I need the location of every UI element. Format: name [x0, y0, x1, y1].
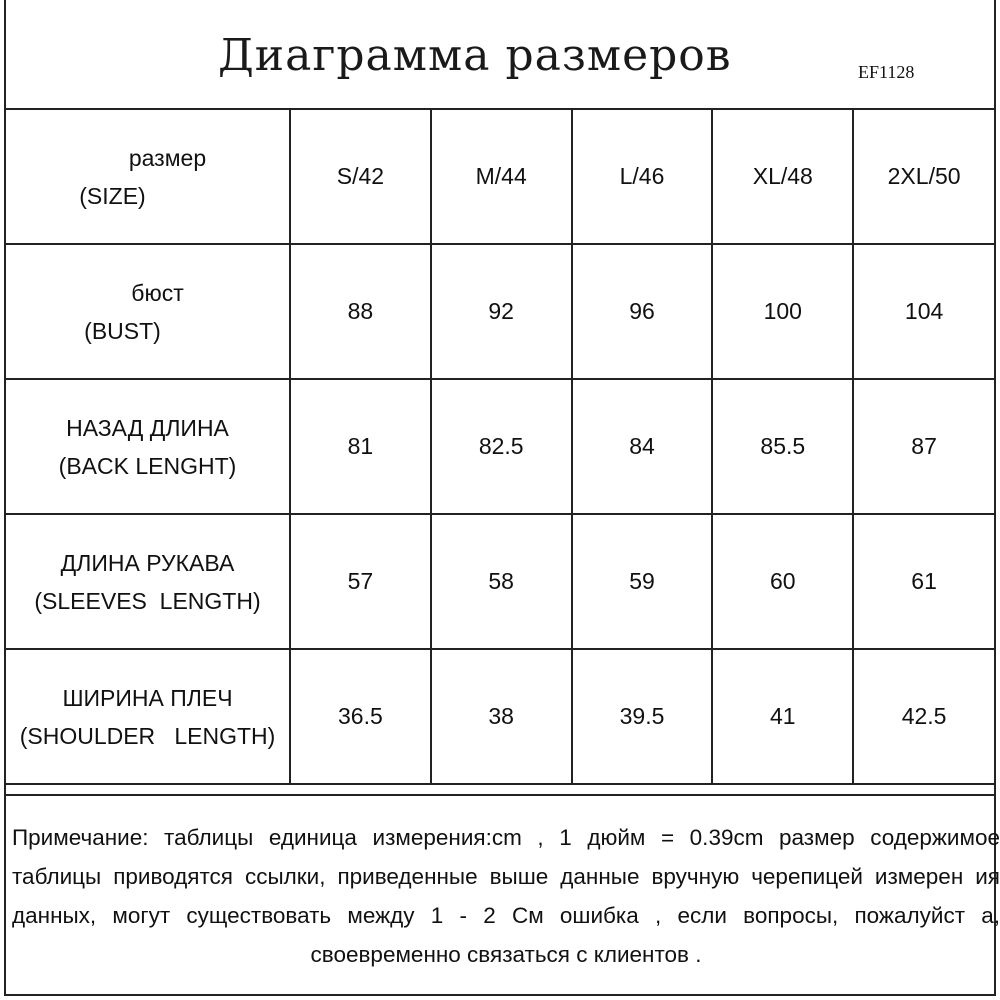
product-code: EF1128	[858, 62, 915, 82]
size-cell: L/46	[572, 110, 713, 244]
row-label-size	[6, 110, 290, 244]
size-cell: XL/48	[712, 110, 853, 244]
value-cell: 41	[712, 649, 853, 784]
row-label-en: (BACK LENGHT)	[58, 452, 237, 479]
value-cell: 85.5	[712, 379, 853, 514]
value-cell: 82.5	[431, 379, 572, 514]
value-cell: 100	[712, 244, 853, 379]
value-cell: 84	[572, 379, 713, 514]
table-row-size	[6, 110, 994, 244]
value-cell: 96	[572, 244, 713, 379]
size-chart	[4, 0, 1000, 996]
size-cell: M/44	[431, 110, 572, 244]
value-cell: 59	[572, 514, 713, 649]
value-cell: 57	[290, 514, 431, 649]
row-label-en: (SLEEVES LENGTH)	[34, 587, 261, 614]
chart-title: Диаграмма размеров	[218, 30, 732, 81]
row-label-shoulder-length	[6, 649, 290, 784]
value-cell: 92	[431, 244, 572, 379]
row-label-back-length	[6, 379, 290, 514]
value-cell: 36.5	[290, 649, 431, 784]
value-cell: 61	[853, 514, 994, 649]
value-cell: 38	[431, 649, 572, 784]
note-section	[6, 794, 1000, 994]
table-row-bust	[6, 244, 994, 379]
row-label-ru: ДЛИНА РУКАВА	[60, 549, 235, 576]
row-label-ru: размер	[128, 144, 207, 171]
title-row	[6, 0, 994, 110]
size-cell: S/42	[290, 110, 431, 244]
size-table	[6, 110, 994, 785]
note-text: Примечание: таблицы единица измерения:cm , 1 дюйм = 0.39cm размер содержимое таблицы приводятся ссылки, приведенные выше данные вручную черепицей измерен ия данных, могут существовать между 1 - 2 См ошибка , если вопросы, пожалуйст а, своевременно связаться с клиентов .	[12, 825, 1000, 967]
row-label-sleeve-length	[6, 514, 290, 649]
table-row-back-length	[6, 379, 994, 514]
value-cell: 87	[853, 379, 994, 514]
value-cell: 104	[853, 244, 994, 379]
value-cell: 60	[712, 514, 853, 649]
value-cell: 81	[290, 379, 431, 514]
row-label-bust	[6, 244, 290, 379]
row-label-ru: бюст	[131, 279, 184, 306]
row-label-en: (SHOULDER LENGTH)	[19, 722, 276, 749]
value-cell: 42.5	[853, 649, 994, 784]
value-cell: 58	[431, 514, 572, 649]
value-cell: 39.5	[572, 649, 713, 784]
value-cell: 88	[290, 244, 431, 379]
table-row-sleeve-length	[6, 514, 994, 649]
row-label-en: (BUST)	[84, 317, 161, 344]
size-cell: 2XL/50	[853, 110, 994, 244]
row-label-ru: ШИРИНА ПЛЕЧ	[62, 684, 233, 711]
row-label-en: (SIZE)	[79, 182, 146, 209]
row-label-ru: НАЗАД ДЛИНА	[66, 414, 229, 441]
table-row-shoulder-length	[6, 649, 994, 784]
